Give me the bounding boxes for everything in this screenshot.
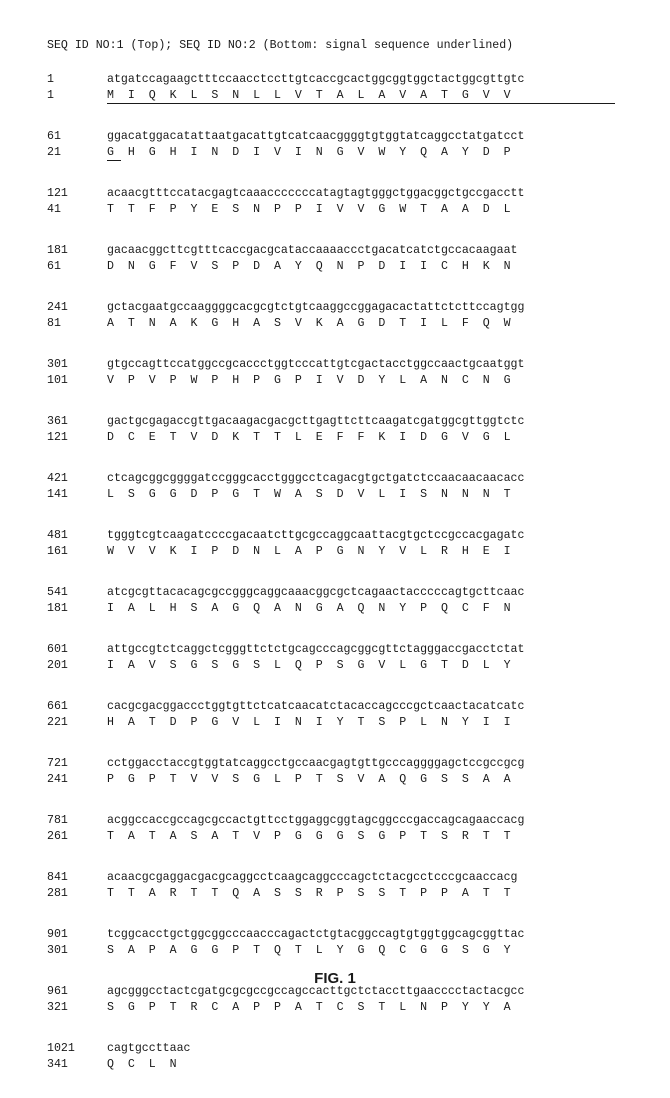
signal-sequence-underline xyxy=(107,103,615,104)
nucleotide-sequence: cctggacctaccgtggtatcaggcctgccaacgagtgttgcccaggggagctccgccgcg xyxy=(107,757,525,770)
amino-acid-sequence: Q C L N xyxy=(107,1058,177,1071)
sequence-block xyxy=(47,243,647,300)
nucleotide-row xyxy=(47,1041,647,1057)
position-number: 161 xyxy=(47,545,68,558)
amino-acid-sequence: I A V S G S G S L Q P S G V L G T D L Y xyxy=(107,659,511,672)
position-number: 141 xyxy=(47,488,68,501)
nucleotide-row xyxy=(47,471,647,487)
sequence-block xyxy=(47,129,647,186)
amino-acid-row xyxy=(47,259,647,275)
nucleotide-sequence: attgccgtctcaggctcgggttctctgcagcccagcggcgttctagggaccgacctctat xyxy=(107,643,525,656)
position-number: 1 xyxy=(47,73,54,86)
figure-caption: FIG. 1 xyxy=(314,970,356,987)
position-number: 601 xyxy=(47,643,68,656)
nucleotide-row xyxy=(47,642,647,658)
nucleotide-sequence: ggacatggacatattaatgacattgtcatcaacggggtgtggtatcaggcctatgatcct xyxy=(107,130,525,143)
nucleotide-sequence: acggccaccgccagcgccactgttcctggaggcggtagcggcccgaccagcagaaccacg xyxy=(107,814,525,827)
signal-sequence-underline xyxy=(107,160,121,161)
amino-acid-sequence: S A P A G G P T Q T L Y G Q C G G S G Y xyxy=(107,944,511,957)
position-number: 1 xyxy=(47,89,54,102)
nucleotide-sequence: acaacgcgaggacgacgcaggcctcaagcaggcccagctctacgcctcccgcaaccacg xyxy=(107,871,518,884)
position-number: 481 xyxy=(47,529,68,542)
amino-acid-sequence: A T N A K G H A S V K A G D T I L F Q W xyxy=(107,317,511,330)
nucleotide-row xyxy=(47,243,647,259)
position-number: 121 xyxy=(47,431,68,444)
amino-acid-sequence: T A T A S A T V P G G G S G P T S R T T xyxy=(107,830,511,843)
nucleotide-sequence: agcgggcctactcgatgcgcgccgccagccacttgctctaccttgaacccctactacgcc xyxy=(107,985,525,998)
amino-acid-sequence: L S G G D P G T W A S D V L I S N N N T xyxy=(107,488,511,501)
position-number: 61 xyxy=(47,130,61,143)
amino-acid-sequence: D C E T V D K T T L E F F K I D G V G L xyxy=(107,431,511,444)
nucleotide-row xyxy=(47,129,647,145)
position-number: 81 xyxy=(47,317,61,330)
nucleotide-sequence: tcggcacctgctggcggcccaacccagactctgtacggccagtgtggtggcagcggttac xyxy=(107,928,525,941)
sequence-block xyxy=(47,300,647,357)
position-number: 241 xyxy=(47,773,68,786)
position-number: 541 xyxy=(47,586,68,599)
amino-acid-sequence: H A T D P G V L I N I Y T S P L N Y I I xyxy=(107,716,511,729)
position-number: 301 xyxy=(47,944,68,957)
nucleotide-sequence: cagtgccttaac xyxy=(107,1042,191,1055)
position-number: 721 xyxy=(47,757,68,770)
position-number: 21 xyxy=(47,146,61,159)
position-number: 201 xyxy=(47,659,68,672)
sequence-block xyxy=(47,813,647,870)
amino-acid-row xyxy=(47,88,647,104)
amino-acid-row xyxy=(47,373,647,389)
position-number: 421 xyxy=(47,472,68,485)
nucleotide-row xyxy=(47,813,647,829)
sequence-listing xyxy=(47,72,647,1098)
nucleotide-sequence: gactgcgagaccgttgacaagacgacgcttgagttcttcaagatcgatggcgttggtctc xyxy=(107,415,525,428)
position-number: 841 xyxy=(47,871,68,884)
sequence-block xyxy=(47,699,647,756)
position-number: 301 xyxy=(47,358,68,371)
sequence-block xyxy=(47,585,647,642)
nucleotide-row xyxy=(47,870,647,886)
nucleotide-row xyxy=(47,300,647,316)
nucleotide-row xyxy=(47,528,647,544)
nucleotide-row xyxy=(47,699,647,715)
nucleotide-row xyxy=(47,756,647,772)
position-number: 241 xyxy=(47,301,68,314)
amino-acid-row xyxy=(47,829,647,845)
sequence-block xyxy=(47,186,647,243)
amino-acid-row xyxy=(47,658,647,674)
position-number: 781 xyxy=(47,814,68,827)
amino-acid-sequence: M I Q K L S N L L V T A L A V A T G V V xyxy=(107,89,511,102)
amino-acid-row xyxy=(47,715,647,731)
position-number: 961 xyxy=(47,985,68,998)
nucleotide-row xyxy=(47,72,647,88)
amino-acid-sequence: D N G F V S P D A Y Q N P D I I C H K N xyxy=(107,260,511,273)
nucleotide-sequence: tgggtcgtcaagatccccgacaatcttgcgccaggcaattacgtgctccgccacgagatc xyxy=(107,529,525,542)
position-number: 281 xyxy=(47,887,68,900)
position-number: 181 xyxy=(47,602,68,615)
nucleotide-row xyxy=(47,585,647,601)
sequence-block xyxy=(47,528,647,585)
amino-acid-sequence: I A L H S A G Q A N G A Q N Y P Q C F N xyxy=(107,602,511,615)
amino-acid-sequence: G H G H I N D I V I N G V W Y Q A Y D P xyxy=(107,146,511,159)
nucleotide-sequence: atgatccagaagctttccaacctccttgtcaccgcactggcggtggctactggcgttgtc xyxy=(107,73,525,86)
amino-acid-row xyxy=(47,1000,647,1016)
amino-acid-row xyxy=(47,886,647,902)
nucleotide-row xyxy=(47,186,647,202)
amino-acid-row xyxy=(47,1057,647,1073)
position-number: 101 xyxy=(47,374,68,387)
nucleotide-sequence: gtgccagttccatggccgcaccctggtcccattgtcgactacctggccaactgcaatggt xyxy=(107,358,525,371)
sequence-block xyxy=(47,72,647,129)
amino-acid-row xyxy=(47,430,647,446)
nucleotide-sequence: gacaacggcttcgtttcaccgacgcataccaaaaccctgacatcatctgccacaagaat xyxy=(107,244,518,257)
position-number: 61 xyxy=(47,260,61,273)
amino-acid-sequence: W V V K I P D N L A P G N Y V L R H E I xyxy=(107,545,511,558)
position-number: 221 xyxy=(47,716,68,729)
amino-acid-sequence: S G P T R C A P P A T C S T L N P Y Y A xyxy=(107,1001,511,1014)
position-number: 661 xyxy=(47,700,68,713)
amino-acid-row xyxy=(47,316,647,332)
sequence-block xyxy=(47,984,647,1041)
sequence-block xyxy=(47,471,647,528)
nucleotide-sequence: gctacgaatgccaaggggcacgcgtctgtcaaggccggagacactattctcttccagtgg xyxy=(107,301,525,314)
sequence-header: SEQ ID NO:1 (Top); SEQ ID NO:2 (Bottom: signal sequence underlined) xyxy=(47,39,514,52)
amino-acid-row xyxy=(47,202,647,218)
amino-acid-row xyxy=(47,544,647,560)
nucleotide-sequence: ctcagcggcggggatccgggcacctgggcctcagacgtgctgatctccaacaacaacacc xyxy=(107,472,525,485)
position-number: 901 xyxy=(47,928,68,941)
position-number: 1021 xyxy=(47,1042,75,1055)
position-number: 121 xyxy=(47,187,68,200)
nucleotide-row xyxy=(47,357,647,373)
amino-acid-row xyxy=(47,772,647,788)
amino-acid-sequence: T T A R T T Q A S S R P S S T P P A T T xyxy=(107,887,511,900)
amino-acid-row xyxy=(47,487,647,503)
sequence-block xyxy=(47,357,647,414)
position-number: 361 xyxy=(47,415,68,428)
sequence-block xyxy=(47,642,647,699)
amino-acid-row xyxy=(47,145,647,161)
amino-acid-sequence: V P V P W P H P G P I V D Y L A N C N G xyxy=(107,374,511,387)
amino-acid-sequence: T T F P Y E S N P P I V V G W T A A D L xyxy=(107,203,511,216)
sequence-block xyxy=(47,1041,647,1098)
amino-acid-row xyxy=(47,601,647,617)
position-number: 181 xyxy=(47,244,68,257)
position-number: 41 xyxy=(47,203,61,216)
nucleotide-row xyxy=(47,927,647,943)
position-number: 341 xyxy=(47,1058,68,1071)
position-number: 261 xyxy=(47,830,68,843)
nucleotide-sequence: acaacgtttccatacgagtcaaacccccccatagtagtgggctggacggctgccgacctt xyxy=(107,187,525,200)
amino-acid-row xyxy=(47,943,647,959)
nucleotide-sequence: cacgcgacggaccctggtgttctcatcaacatctacaccagcccgctcaactacatcatc xyxy=(107,700,525,713)
position-number: 321 xyxy=(47,1001,68,1014)
sequence-block xyxy=(47,870,647,927)
nucleotide-sequence: atcgcgttacacagcgccgggcaggcaaacggcgctcagaactacccccagtgcttcaac xyxy=(107,586,525,599)
sequence-block xyxy=(47,756,647,813)
nucleotide-row xyxy=(47,414,647,430)
amino-acid-sequence: P G P T V V S G L P T S V A Q G S S A A xyxy=(107,773,511,786)
sequence-block xyxy=(47,414,647,471)
